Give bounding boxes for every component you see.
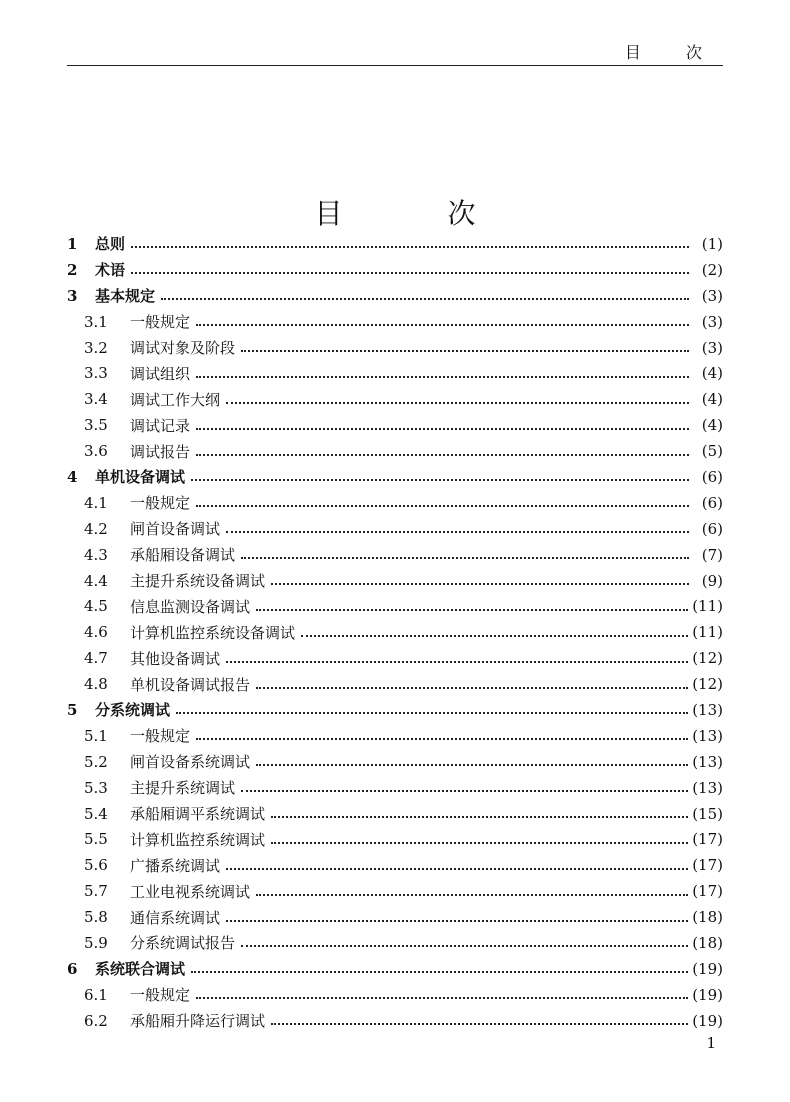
toc-entry-number: 4.1 <box>84 493 108 512</box>
dot-leader <box>196 323 689 326</box>
toc-entry-page: (13) <box>692 700 723 719</box>
toc-entry-page: (13) <box>692 752 723 771</box>
toc-entry[interactable] <box>67 1008 723 1034</box>
toc-entry-number: 3.6 <box>84 442 108 461</box>
table-of-contents <box>67 231 723 1034</box>
header-rule <box>67 65 723 66</box>
dot-leader <box>176 711 688 714</box>
toc-entry-title: 一般规定 <box>130 727 191 746</box>
toc-entry-page: (15) <box>692 804 723 823</box>
toc-entry-title: 一般规定 <box>130 986 191 1005</box>
toc-entry-number: 4.5 <box>84 597 108 616</box>
toc-entry-page: (3) <box>701 312 723 331</box>
toc-entry-number: 3.1 <box>84 312 108 331</box>
toc-entry-page: (4) <box>701 390 723 409</box>
toc-entry[interactable] <box>67 671 723 697</box>
toc-entry[interactable] <box>67 801 723 827</box>
toc-entry[interactable] <box>67 283 723 309</box>
dot-leader <box>226 919 688 922</box>
dot-leader <box>226 401 689 404</box>
toc-entry[interactable] <box>67 438 723 464</box>
toc-entry-title: 计算机监控系统调试 <box>130 830 266 849</box>
dot-leader <box>256 608 688 611</box>
toc-entry-title: 广播系统调试 <box>130 856 221 875</box>
dot-leader <box>196 453 689 456</box>
toc-entry-page: (12) <box>692 649 723 668</box>
dot-leader <box>241 556 689 559</box>
toc-entry[interactable] <box>67 878 723 904</box>
toc-entry-title: 总则 <box>95 235 126 254</box>
dot-leader <box>241 789 688 792</box>
toc-entry-page: (11) <box>692 597 723 616</box>
toc-entry-page: (6) <box>701 493 723 512</box>
toc-entry-title: 闸首设备调试 <box>130 520 221 539</box>
toc-entry-title: 调试对象及阶段 <box>130 339 236 357</box>
toc-entry-number: 3.3 <box>84 364 108 383</box>
toc-entry-number: 5.5 <box>84 830 108 849</box>
toc-entry-title: 承船厢调平系统调试 <box>130 805 266 824</box>
toc-entry[interactable] <box>67 516 723 542</box>
toc-entry-title: 承船厢升降运行调试 <box>130 1012 266 1031</box>
dot-leader <box>271 582 689 585</box>
toc-entry[interactable] <box>67 723 723 749</box>
toc-entry[interactable] <box>67 956 723 982</box>
dot-leader <box>241 349 689 352</box>
toc-entry-number: 5.8 <box>84 908 108 927</box>
toc-entry-page: (4) <box>701 416 723 435</box>
toc-entry-title: 分系统调试报告 <box>130 934 236 953</box>
toc-entry[interactable] <box>67 335 723 361</box>
toc-entry-page: (13) <box>692 778 723 797</box>
toc-entry-page: (2) <box>701 260 723 279</box>
toc-entry-number: 2 <box>67 260 78 279</box>
toc-entry[interactable] <box>67 749 723 775</box>
toc-entry-number: 5.4 <box>84 804 108 823</box>
toc-entry-page: (12) <box>692 675 723 694</box>
dot-leader <box>191 478 689 481</box>
toc-entry-number: 3.2 <box>84 338 108 357</box>
toc-entry-title: 系统联合调试 <box>95 960 186 979</box>
toc-entry-page: (11) <box>692 623 723 642</box>
running-header-title: 目 次 <box>624 43 722 62</box>
toc-entry[interactable] <box>67 645 723 671</box>
toc-entry-title: 分系统调试 <box>95 701 171 720</box>
toc-entry-number: 1 <box>67 234 78 253</box>
dot-leader <box>131 271 689 274</box>
toc-entry-number: 5.9 <box>84 933 108 952</box>
dot-leader <box>241 944 688 947</box>
toc-entry[interactable] <box>67 386 723 412</box>
toc-entry-page: (6) <box>701 519 723 538</box>
toc-entry-page: (17) <box>692 830 723 849</box>
toc-entry-number: 6.2 <box>84 1011 108 1030</box>
toc-entry-number: 5.1 <box>84 726 108 745</box>
toc-entry-number: 4.2 <box>84 519 108 538</box>
dot-leader <box>131 245 689 248</box>
dot-leader <box>256 763 688 766</box>
toc-entry-number: 4.3 <box>84 545 108 564</box>
toc-entry-page: (7) <box>701 545 723 564</box>
toc-entry-number: 4.8 <box>84 675 108 694</box>
toc-entry-page: (18) <box>692 908 723 927</box>
dot-leader <box>226 530 689 533</box>
toc-entry[interactable] <box>67 982 723 1008</box>
toc-entry-page: (17) <box>692 856 723 875</box>
toc-entry-number: 6 <box>67 959 78 978</box>
toc-entry-title: 调试组织 <box>130 364 191 383</box>
toc-entry-page: (13) <box>692 726 723 745</box>
toc-entry[interactable] <box>67 852 723 878</box>
toc-entry-title: 调试报告 <box>130 442 191 461</box>
dot-leader <box>226 867 688 870</box>
toc-entry[interactable] <box>67 826 723 852</box>
toc-entry-title: 主提升系统设备调试 <box>130 572 266 591</box>
toc-entry[interactable] <box>67 490 723 516</box>
toc-entry[interactable] <box>67 412 723 438</box>
toc-entry-title: 通信系统调试 <box>130 908 221 927</box>
dot-leader <box>271 815 688 818</box>
toc-entry-title: 主提升系统调试 <box>130 779 236 798</box>
toc-entry-number: 3 <box>67 286 78 305</box>
dot-leader <box>196 427 689 430</box>
dot-leader <box>191 970 688 973</box>
toc-entry[interactable] <box>67 904 723 930</box>
toc-entry-page: (3) <box>701 338 723 357</box>
toc-entry-title: 调试记录 <box>130 416 191 435</box>
toc-entry-title: 闸首设备系统调试 <box>130 753 251 772</box>
toc-entry[interactable] <box>67 360 723 386</box>
toc-entry-number: 3.4 <box>84 390 108 409</box>
toc-entry-number: 4.4 <box>84 571 108 590</box>
dot-leader <box>161 297 689 300</box>
toc-entry-title: 其他设备调试 <box>130 649 221 668</box>
toc-entry-number: 5.7 <box>84 882 108 901</box>
toc-entry-page: (19) <box>692 959 723 978</box>
toc-entry-number: 5 <box>67 700 78 719</box>
dot-leader <box>196 996 688 999</box>
toc-entry[interactable] <box>67 930 723 956</box>
toc-entry[interactable] <box>67 257 723 283</box>
dot-leader <box>271 841 688 844</box>
toc-entry-number: 3.5 <box>84 416 108 435</box>
toc-entry-page: (19) <box>692 985 723 1004</box>
dot-leader <box>196 504 689 507</box>
toc-entry-number: 4 <box>67 467 78 486</box>
toc-entry-page: (3) <box>701 286 723 305</box>
toc-entry-page: (19) <box>692 1011 723 1030</box>
toc-entry-title: 术语 <box>95 261 126 280</box>
toc-entry-title: 单机设备调试 <box>95 468 186 487</box>
toc-entry-number: 4.6 <box>84 623 108 642</box>
dot-leader <box>271 1022 688 1025</box>
toc-entry[interactable] <box>67 568 723 594</box>
toc-entry[interactable] <box>67 697 723 723</box>
toc-entry-page: (6) <box>701 467 723 486</box>
toc-entry-title: 工业电视系统调试 <box>130 882 251 901</box>
toc-entry[interactable] <box>67 593 723 619</box>
toc-entry-title: 一般规定 <box>130 494 191 513</box>
dot-leader <box>256 686 688 689</box>
page-number: 1 <box>706 1034 716 1052</box>
toc-entry-title: 调试工作大纲 <box>130 390 221 409</box>
toc-entry[interactable] <box>67 542 723 568</box>
toc-entry-number: 5.6 <box>84 856 108 875</box>
toc-entry-page: (17) <box>692 882 723 901</box>
toc-entry-number: 5.2 <box>84 752 108 771</box>
toc-entry[interactable] <box>67 464 723 490</box>
toc-entry[interactable] <box>67 231 723 257</box>
page-title: 目 次 <box>314 196 524 230</box>
toc-entry-page: (18) <box>692 933 723 952</box>
toc-entry-title: 承船厢设备调试 <box>130 546 236 565</box>
toc-entry-title: 一般规定 <box>130 313 191 332</box>
toc-entry-title: 单机设备调试报告 <box>130 675 251 694</box>
toc-entry-page: (9) <box>701 571 723 590</box>
toc-entry-number: 4.7 <box>84 649 108 668</box>
toc-entry-title: 计算机监控系统设备调试 <box>130 623 296 642</box>
dot-leader <box>301 634 688 637</box>
dot-leader <box>196 375 689 378</box>
toc-entry-number: 6.1 <box>84 985 108 1004</box>
toc-entry-page: (5) <box>701 442 723 461</box>
toc-entry-title: 信息监测设备调试 <box>130 597 251 616</box>
toc-entry-page: (4) <box>701 364 723 383</box>
dot-leader <box>196 737 688 740</box>
toc-entry-page: (1) <box>701 234 723 253</box>
toc-entry[interactable] <box>67 309 723 335</box>
toc-entry-title: 基本规定 <box>95 287 156 306</box>
toc-entry-number: 5.3 <box>84 778 108 797</box>
toc-entry[interactable] <box>67 619 723 645</box>
toc-entry[interactable] <box>67 775 723 801</box>
dot-leader <box>256 893 688 896</box>
dot-leader <box>226 660 688 663</box>
